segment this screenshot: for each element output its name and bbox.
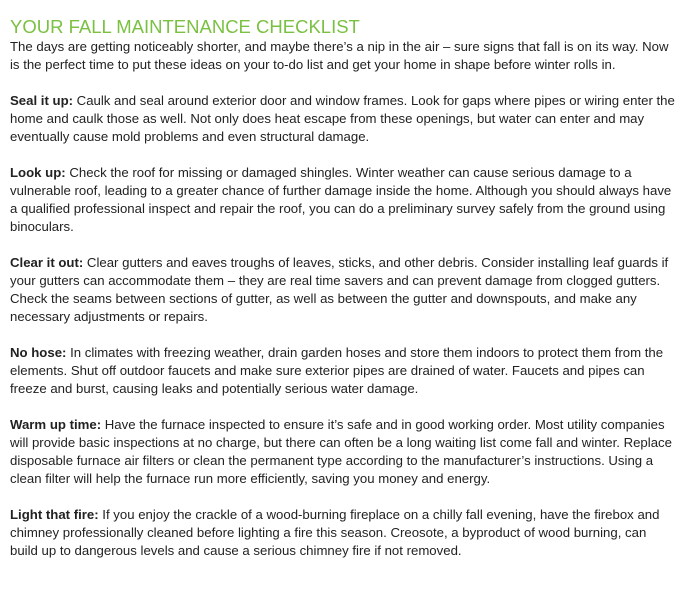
section-text: Have the furnace inspected to ensure it’s safe and in good working order. Most utility companies will provide basic inspections at no charge, but there can often be a long waiting list come fall and winter. Replace disposable furnace air filters or clean the permanent type according to the manufacturer’s instructions. Using a clean filter will help the furnace run more efficiently, saving you money and energy. <box>10 417 672 486</box>
section-text: Caulk and seal around exterior door and window frames. Look for gaps where pipes or wiring enter the home and caulk those as well. Not only does heat escape from these openings, but water can enter and may eventually cause mold problems and even structural damage. <box>10 93 675 144</box>
section-no-hose <box>10 344 675 398</box>
section-text: If you enjoy the crackle of a wood-burning fireplace on a chilly fall evening, have the firebox and chimney professionally cleaned before lighting a fire this season. Creosote, a byproduct of wood burning, can build up to dangerous levels and cause a serious chimney fire if not removed. <box>10 507 660 558</box>
section-text: Clear gutters and eaves troughs of leaves, sticks, and other debris. Consider installing leaf guards if your gutters can accommodate them – they are real time savers and can prevent damage from clogged gutters. Check the seams between sections of gutter, as well as between the gutter and downspouts, and make any necessary adjustments or repairs. <box>10 255 669 324</box>
section-clear-it-out <box>10 254 675 326</box>
section-label: Look up: <box>10 165 66 180</box>
section-label: No hose: <box>10 345 67 360</box>
section-light-that-fire <box>10 506 675 560</box>
page-title: YOUR FALL MAINTENANCE CHECKLIST <box>10 16 360 37</box>
intro-paragraph: The days are getting noticeably shorter, and maybe there’s a nip in the air – sure signs that fall is on its way. Now is the perfect time to put these ideas on your to-do list and get your home in shape before winter rolls in. <box>10 39 669 72</box>
section-look-up <box>10 164 675 236</box>
section-label: Light that fire: <box>10 507 99 522</box>
section-warm-up-time <box>10 416 675 488</box>
section-text: Check the roof for missing or damaged shingles. Winter weather can cause serious damage to a vulnerable roof, leading to a greater chance of further damage inside the home. Although you should always have a qualified professional inspect and repair the roof, you can do a preliminary survey safely from the ground using binoculars. <box>10 165 672 234</box>
section-text: In climates with freezing weather, drain garden hoses and store them indoors to protect them from the elements. Shut off outdoor faucets and make sure exterior pipes are drained of water. Faucets and pipes can freeze and burst, causing leaks and potentially serious water damage. <box>10 345 664 396</box>
section-label: Warm up time: <box>10 417 102 432</box>
section-seal-it-up <box>10 92 675 146</box>
section-label: Clear it out: <box>10 255 84 270</box>
section-label: Seal it up: <box>10 93 74 108</box>
